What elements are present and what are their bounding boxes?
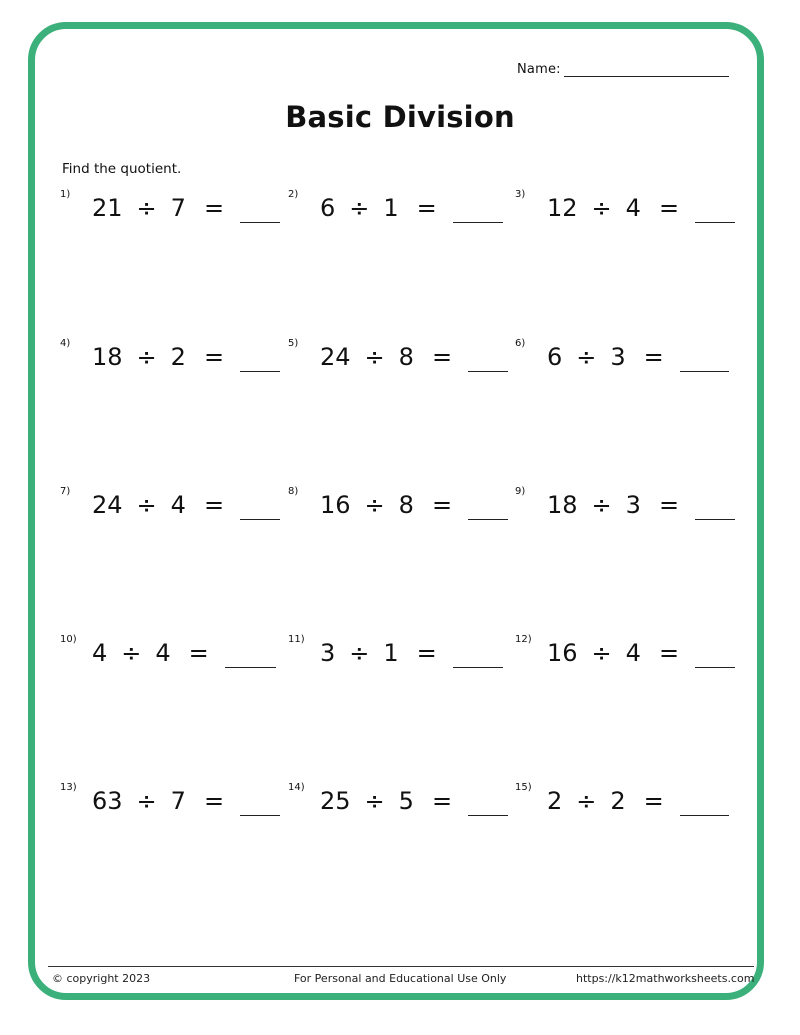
problem-6 <box>515 338 729 378</box>
dividend: 16 <box>320 491 351 519</box>
divide-sign: ÷ <box>364 787 385 815</box>
problem-3 <box>515 189 729 229</box>
division-expression <box>320 491 466 519</box>
problem-7 <box>60 486 276 526</box>
divide-sign: ÷ <box>349 639 370 667</box>
equals-sign: = <box>643 787 664 815</box>
divide-sign: ÷ <box>136 343 157 371</box>
divisor: 4 <box>625 639 641 667</box>
problem-number: 5) <box>288 338 299 349</box>
division-expression <box>320 639 451 667</box>
divisor: 4 <box>170 491 186 519</box>
divisor: 4 <box>155 639 171 667</box>
answer-blank[interactable] <box>695 519 735 520</box>
footer-usage: For Personal and Educational Use Only <box>294 972 507 985</box>
dividend: 24 <box>320 343 351 371</box>
divisor: 7 <box>170 194 186 222</box>
equals-sign: = <box>658 491 680 519</box>
divide-sign: ÷ <box>121 639 142 667</box>
division-expression <box>320 194 451 222</box>
problem-4 <box>60 338 276 378</box>
division-expression <box>92 343 238 371</box>
dividend: 6 <box>547 343 563 371</box>
divisor: 3 <box>610 343 626 371</box>
problem-9 <box>515 486 729 526</box>
equals-sign: = <box>431 787 453 815</box>
name-field[interactable] <box>517 62 729 77</box>
problem-5 <box>288 338 503 378</box>
divisor: 4 <box>625 194 641 222</box>
instructions: Find the quotient. <box>62 161 182 177</box>
equals-sign: = <box>416 639 437 667</box>
divide-sign: ÷ <box>576 343 597 371</box>
division-expression <box>547 194 693 222</box>
problem-number: 7) <box>60 486 71 497</box>
name-blank-line[interactable] <box>564 62 729 77</box>
equals-sign: = <box>431 343 453 371</box>
equals-sign: = <box>203 491 225 519</box>
equals-sign: = <box>658 194 680 222</box>
divisor: 5 <box>398 787 414 815</box>
divide-sign: ÷ <box>136 787 157 815</box>
answer-blank[interactable] <box>468 815 508 816</box>
answer-blank[interactable] <box>240 815 280 816</box>
division-expression <box>547 491 693 519</box>
problem-number: 4) <box>60 338 71 349</box>
dividend: 21 <box>92 194 123 222</box>
divide-sign: ÷ <box>591 194 612 222</box>
problem-number: 2) <box>288 189 299 200</box>
divisor: 1 <box>383 194 399 222</box>
division-expression <box>92 787 238 815</box>
problem-15 <box>515 782 729 822</box>
answer-blank[interactable] <box>225 667 276 668</box>
dividend: 63 <box>92 787 123 815</box>
equals-sign: = <box>203 194 225 222</box>
answer-blank[interactable] <box>695 222 735 223</box>
divisor: 1 <box>383 639 399 667</box>
dividend: 6 <box>320 194 336 222</box>
equals-sign: = <box>416 194 437 222</box>
division-expression <box>547 639 693 667</box>
footer-divider <box>48 966 754 967</box>
problem-number: 13) <box>60 782 77 793</box>
dividend: 16 <box>547 639 578 667</box>
division-expression <box>547 343 678 371</box>
dividend: 2 <box>547 787 563 815</box>
problem-number: 10) <box>60 634 77 645</box>
divisor: 7 <box>170 787 186 815</box>
equals-sign: = <box>431 491 453 519</box>
footer-copyright: © copyright 2023 <box>52 972 151 985</box>
dividend: 12 <box>547 194 578 222</box>
problem-number: 9) <box>515 486 526 497</box>
dividend: 24 <box>92 491 123 519</box>
division-expression <box>92 194 238 222</box>
equals-sign: = <box>188 639 209 667</box>
answer-blank[interactable] <box>240 222 280 223</box>
problem-14 <box>288 782 503 822</box>
division-expression <box>92 491 238 519</box>
division-expression <box>320 343 466 371</box>
answer-blank[interactable] <box>680 371 729 372</box>
answer-blank[interactable] <box>453 667 503 668</box>
answer-blank[interactable] <box>695 667 735 668</box>
equals-sign: = <box>643 343 664 371</box>
problem-number: 3) <box>515 189 526 200</box>
answer-blank[interactable] <box>240 519 280 520</box>
equals-sign: = <box>658 639 680 667</box>
divide-sign: ÷ <box>591 491 612 519</box>
divide-sign: ÷ <box>136 491 157 519</box>
answer-blank[interactable] <box>453 222 503 223</box>
division-expression <box>320 787 466 815</box>
problem-2 <box>288 189 503 229</box>
divide-sign: ÷ <box>349 194 370 222</box>
dividend: 4 <box>92 639 108 667</box>
problem-11 <box>288 634 503 674</box>
divisor: 8 <box>398 491 414 519</box>
answer-blank[interactable] <box>468 519 508 520</box>
answer-blank[interactable] <box>240 371 280 372</box>
name-label: Name: <box>517 62 561 77</box>
problem-number: 14) <box>288 782 305 793</box>
dividend: 18 <box>92 343 123 371</box>
problem-number: 15) <box>515 782 532 793</box>
division-expression <box>547 787 678 815</box>
problem-12 <box>515 634 729 674</box>
divide-sign: ÷ <box>364 491 385 519</box>
answer-blank[interactable] <box>680 815 729 816</box>
divisor: 2 <box>610 787 626 815</box>
divisor: 3 <box>625 491 641 519</box>
dividend: 18 <box>547 491 578 519</box>
problem-8 <box>288 486 503 526</box>
equals-sign: = <box>203 343 225 371</box>
division-expression <box>92 639 223 667</box>
divide-sign: ÷ <box>591 639 612 667</box>
problem-1 <box>60 189 276 229</box>
divide-sign: ÷ <box>136 194 157 222</box>
problem-number: 12) <box>515 634 532 645</box>
problem-number: 8) <box>288 486 299 497</box>
problem-10 <box>60 634 276 674</box>
dividend: 3 <box>320 639 336 667</box>
page-title: Basic Division <box>285 100 515 134</box>
dividend: 25 <box>320 787 351 815</box>
problem-13 <box>60 782 276 822</box>
footer-url: https://k12mathworksheets.com <box>576 972 755 985</box>
answer-blank[interactable] <box>468 371 508 372</box>
divide-sign: ÷ <box>576 787 597 815</box>
problem-number: 1) <box>60 189 71 200</box>
equals-sign: = <box>203 787 225 815</box>
problem-number: 11) <box>288 634 305 645</box>
divide-sign: ÷ <box>364 343 385 371</box>
divisor: 2 <box>170 343 186 371</box>
divisor: 8 <box>398 343 414 371</box>
problem-number: 6) <box>515 338 526 349</box>
